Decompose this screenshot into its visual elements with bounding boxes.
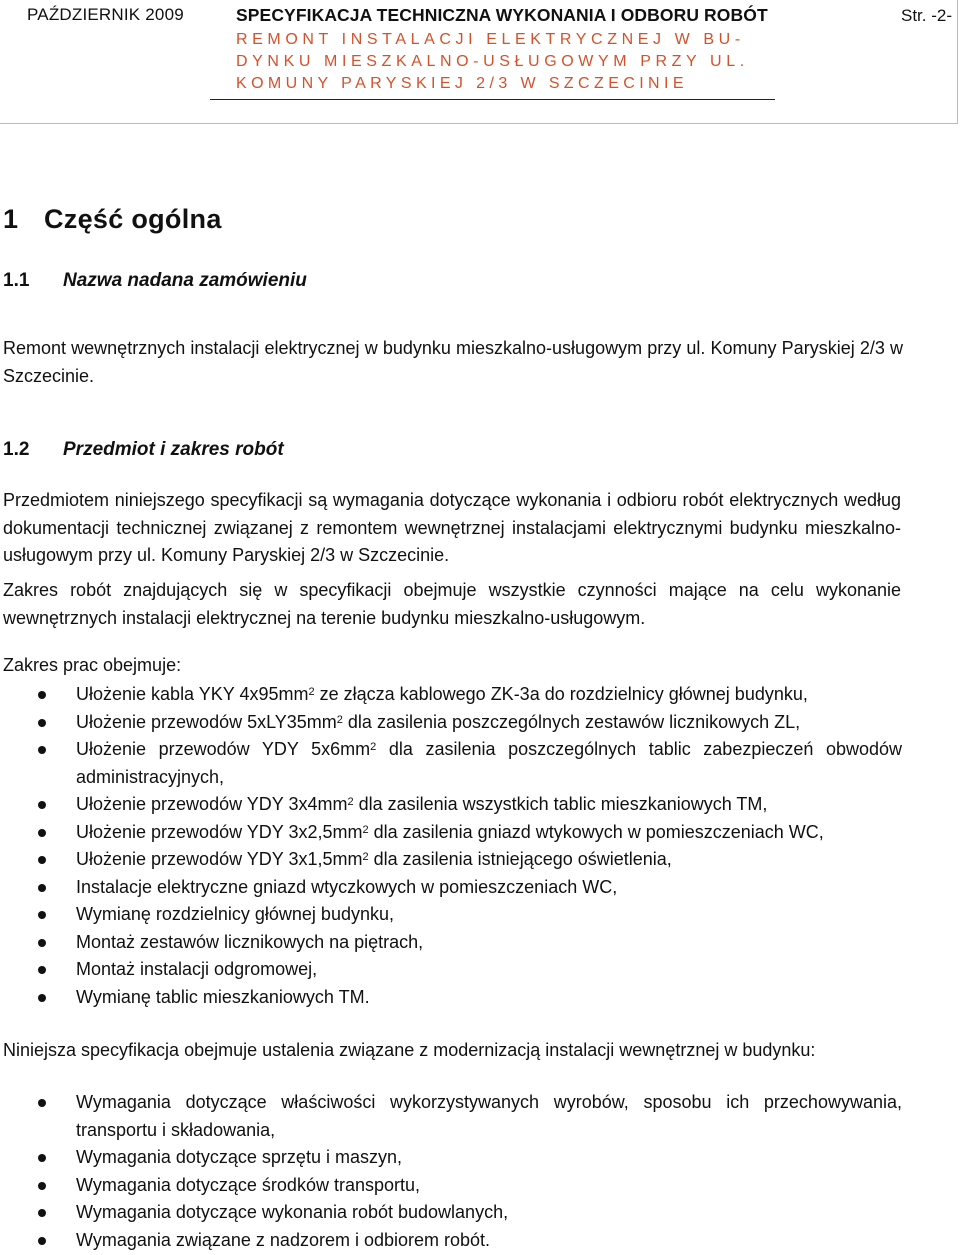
scope-list-item — [0, 791, 902, 819]
scope-item-text-continued: ze złącza kablowego ZK-3a do rozdzielnicy głównej budynku, — [314, 684, 808, 704]
subsection-title: Nazwa nadana zamówieniu — [63, 270, 307, 291]
scope-paragraph-1: Przedmiotem niniejszego specyfikacji są wymagania dotyczące wykonania i odbioru robót elektrycznych według dokumentacji technicznej związanej z remontem wewnętrznej instalacjami elektrycznymi budynku mieszkalno-usługowym przy ul. Komuny Paryskiej 2/3 w Szczecinie. — [3, 490, 901, 565]
scope-item-text: Ułożenie przewodów 5xLY35mm — [76, 711, 337, 732]
spec-list-item: Wymagania dotyczące wykonania robót budowlanych, — [0, 1199, 902, 1227]
scope-item-text-continued: dla zasilenia poszczególnych zestawów licznikowych ZL, — [342, 711, 801, 732]
order-name-paragraph: Remont wewnętrznych instalacji elektrycznej w budynku mieszkalno-usługowym przy ul. Komuny Paryskiej 2/3 w Szczecinie. — [3, 338, 903, 386]
subsection-heading-1-1 — [3, 270, 307, 292]
scope-item-text-continued: dla zasilenia wszystkich tablic mieszkaniowych TM, — [353, 794, 768, 814]
page-header — [0, 0, 958, 124]
header-title: SPECYFIKACJA TECHNICZNA WYKONANIA I ODBORU ROBÓT — [236, 5, 768, 25]
unit-superscript: 2 — [370, 741, 377, 753]
subsection-number: 1.1 — [3, 270, 30, 291]
scope-list-item — [0, 901, 902, 929]
header-date: PAŹDZIERNIK 2009 — [27, 5, 184, 24]
scope-item-text: Ułożenie przewodów YDY 3x4mm — [76, 794, 348, 814]
subsection-heading-1-2 — [3, 439, 284, 461]
subsection-title: Przedmiot i zakres robót — [63, 439, 284, 460]
scope-list-item — [0, 846, 902, 874]
spec-list-item: Wymagania związane z nadzorem i odbiorem robót. — [0, 1227, 902, 1255]
spec-list — [0, 1089, 902, 1254]
scope-item-text-continued: dla zasilenia istniejącego oświetlenia, — [368, 849, 672, 869]
unit-superscript: 2 — [362, 851, 369, 863]
scope-list-item — [0, 874, 902, 902]
scope-item-text: Montaż instalacji odgromowej, — [76, 959, 318, 979]
unit-superscript: 2 — [308, 686, 315, 698]
scope-list-item — [0, 929, 902, 957]
scope-item-text-continued: dla zasilenia gniazd wtykowych w pomieszczeniach WC, — [368, 821, 824, 842]
scope-item-text: Ułożenie kabla YKY 4x95mm — [76, 684, 309, 704]
spec-list-item: Wymagania dotyczące właściwości wykorzystywanych wyrobów, sposobu ich przechowywania, transportu i składowania, — [0, 1089, 902, 1144]
page-number: Str. -2- — [901, 6, 953, 25]
scope-list-item — [0, 984, 902, 1012]
scope-item-text: Wymianę tablic mieszkaniowych TM. — [76, 986, 370, 1007]
scope-item-text: Ułożenie przewodów YDY 3x1,5mm — [76, 849, 363, 869]
scope-paragraph-2: Zakres robót znajdujących się w specyfikacji obejmuje wszystkie czynności mające na celu wykonanie wewnętrznych instalacji elektrycznej na terenie budynku mieszkalno-usługowym. — [3, 580, 901, 628]
unit-superscript: 2 — [362, 823, 369, 836]
header-subtitle-line-2: DYNKU MIESZKALNO-USŁUGOWYM PRZY UL. — [236, 53, 749, 70]
spec-list-item: Wymagania dotyczące środków transportu, — [0, 1172, 902, 1200]
scope-item-text: Ułożenie przewodów YDY 5x6mm — [76, 739, 371, 759]
header-subtitle-line-3: KOMUNY PARYSKIEJ 2/3 W SZCZECINIE — [236, 75, 688, 92]
scope-list-item — [0, 819, 902, 847]
section-heading-1 — [3, 204, 222, 235]
scope-intro: Zakres prac obejmuje: — [3, 655, 182, 675]
scope-list-item — [0, 736, 902, 791]
scope-item-text-continued: dla zasilenia poszczególnych tablic zabezpieczeń obwodów administracyjnych, — [76, 739, 902, 787]
section-title: Część ogólna — [44, 204, 222, 234]
unit-superscript: 2 — [336, 713, 343, 726]
unit-superscript: 2 — [347, 796, 354, 808]
header-rule — [210, 99, 775, 100]
scope-list-item — [0, 709, 902, 737]
header-subtitle-line-1: REMONT INSTALACJI ELEKTRYCZNEJ W BU- — [236, 31, 745, 48]
scope-list-item — [0, 956, 902, 984]
scope-list — [0, 681, 902, 1011]
scope-item-text: Ułożenie przewodów YDY 3x2,5mm — [76, 821, 363, 842]
scope-item-text: Instalacje elektryczne gniazd wtyczkowych w pomieszczeniach WC, — [76, 876, 618, 897]
spec-list-item: Wymagania dotyczące sprzętu i maszyn, — [0, 1144, 902, 1172]
scope-list-item — [0, 681, 902, 709]
scope-item-text: Montaż zestawów licznikowych na piętrach, — [76, 931, 424, 952]
subsection-number: 1.2 — [3, 439, 30, 460]
section-number: 1 — [3, 204, 19, 234]
scope-item-text: Wymianę rozdzielnicy głównej budynku, — [76, 904, 394, 924]
spec-intro: Niniejsza specyfikacja obejmuje ustalenia związane z modernizacją instalacji wewnętrznej w budynku: — [3, 1040, 816, 1060]
